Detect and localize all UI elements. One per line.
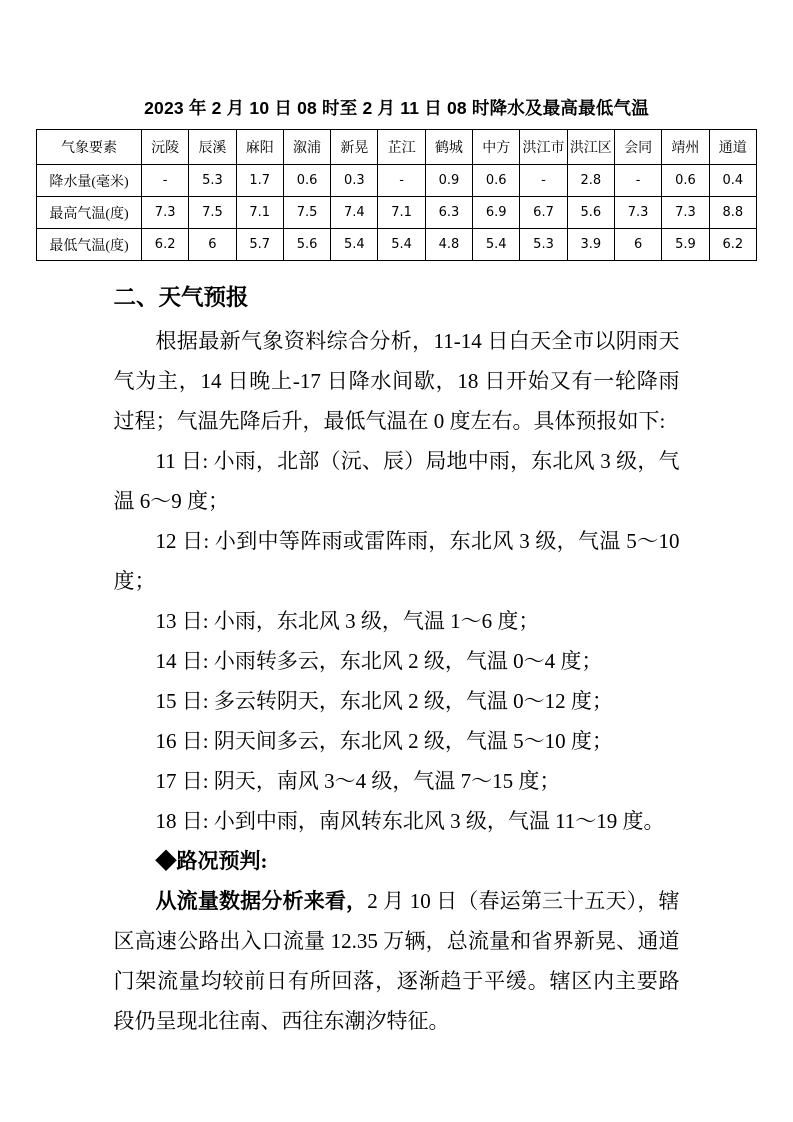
value-cell: 1.7 xyxy=(236,165,283,197)
weather-table-body xyxy=(37,165,757,261)
table-title: 2023 年 2 月 10 日 08 时至 2 月 11 日 08 时降水及最高最低气温 xyxy=(144,98,649,118)
weather-forecast-heading: 二、天气预报 xyxy=(113,285,249,310)
column-header-station: 洪江区 xyxy=(567,130,614,165)
forecast-day-item: 14 日: 小雨转多云，东北风 2 级，气温 0～4 度； xyxy=(155,649,603,673)
column-header-station: 洪江市 xyxy=(520,130,567,165)
forecast-day-item: 18 日: 小到中雨，南风转东北风 3 级，气温 11～19 度。 xyxy=(155,809,665,833)
column-header-element-type: 气象要素 xyxy=(37,130,142,165)
weather-table-row xyxy=(37,229,757,261)
value-cell: 5.7 xyxy=(236,229,283,261)
value-cell: 2.8 xyxy=(567,165,614,197)
value-cell: 6 xyxy=(189,229,236,261)
value-cell: - xyxy=(520,165,567,197)
value-cell: 5.3 xyxy=(520,229,567,261)
forecast-day-list xyxy=(114,441,680,841)
column-header-station: 沅陵 xyxy=(142,130,189,165)
column-header-station: 中方 xyxy=(473,130,520,165)
row-label: 最高气温(度) xyxy=(37,197,142,229)
forecast-day-item: 11 日: 小雨，北部（沅、辰）局地中雨，东北风 3 级，气温 6～9 度； xyxy=(113,449,680,513)
value-cell: 0.9 xyxy=(425,165,472,197)
value-cell: 4.8 xyxy=(425,229,472,261)
value-cell: 6 xyxy=(614,229,661,261)
value-cell: 5.9 xyxy=(662,229,709,261)
road-forecast-body: 2 月 10 日（春运第三十五天），辖区高速公路出入口流量 12.35 万辆，总流量和省界新晃、通道门架流量均较前日有所回落，逐渐趋于平缓。辖区内主要路段仍呈现北往南、西往东潮汐特征。 xyxy=(113,889,680,1033)
forecast-day-item: 15 日: 多云转阴天，东北风 2 级，气温 0～12 度； xyxy=(155,689,613,713)
column-header-station: 鹤城 xyxy=(425,130,472,165)
column-header-station: 芷江 xyxy=(378,130,425,165)
value-cell: 3.9 xyxy=(567,229,614,261)
column-header-station: 麻阳 xyxy=(236,130,283,165)
column-header-station: 溆浦 xyxy=(283,130,330,165)
weather-table xyxy=(36,129,757,261)
weather-table-header-row xyxy=(37,130,757,165)
value-cell: - xyxy=(142,165,189,197)
value-cell: 6.2 xyxy=(142,229,189,261)
column-header-station: 辰溪 xyxy=(189,130,236,165)
value-cell: 7.3 xyxy=(614,197,661,229)
weather-table-row xyxy=(37,165,757,197)
weather-table-row xyxy=(37,197,757,229)
value-cell: 0.3 xyxy=(331,165,378,197)
road-forecast-heading: ◆路况预判: xyxy=(155,849,268,873)
value-cell: 7.4 xyxy=(331,197,378,229)
value-cell: 6.9 xyxy=(473,197,520,229)
row-label: 最低气温(度) xyxy=(37,229,142,261)
value-cell: - xyxy=(378,165,425,197)
value-cell: 7.5 xyxy=(283,197,330,229)
value-cell: 6.7 xyxy=(520,197,567,229)
value-cell: 5.6 xyxy=(567,197,614,229)
value-cell: 6.2 xyxy=(709,229,756,261)
forecast-day-item: 17 日: 阴天，南风 3～4 级，气温 7～15 度； xyxy=(155,769,561,793)
forecast-day-item: 13 日: 小雨，东北风 3 级，气温 1～6 度； xyxy=(155,609,540,633)
value-cell: 6.3 xyxy=(425,197,472,229)
road-forecast-paragraph xyxy=(114,881,680,1041)
forecast-intro-paragraph: 根据最新气象资料综合分析，11-14 日白天全市以阴雨天气为主，14 日晚上-17 日降水间歇，18 日开始又有一轮降雨过程；气温先降后升，最低气温在 0 度左右。具体预报如下: xyxy=(113,329,680,433)
value-cell: 5.4 xyxy=(331,229,378,261)
value-cell: 7.3 xyxy=(142,197,189,229)
column-header-station: 新晃 xyxy=(331,130,378,165)
value-cell: 8.8 xyxy=(709,197,756,229)
row-label: 降水量(毫米) xyxy=(37,165,142,197)
report-body xyxy=(114,275,680,1041)
column-header-station: 通道 xyxy=(709,130,756,165)
value-cell: 5.3 xyxy=(189,165,236,197)
value-cell: 5.6 xyxy=(283,229,330,261)
value-cell: 5.4 xyxy=(378,229,425,261)
column-header-station: 靖州 xyxy=(662,130,709,165)
value-cell: 7.3 xyxy=(662,197,709,229)
value-cell: 0.4 xyxy=(709,165,756,197)
column-header-station: 会同 xyxy=(614,130,661,165)
weather-table-head xyxy=(37,130,757,165)
forecast-day-item: 12 日: 小到中等阵雨或雷阵雨，东北风 3 级，气温 5～10 度； xyxy=(113,529,680,593)
value-cell: 7.5 xyxy=(189,197,236,229)
value-cell: 0.6 xyxy=(473,165,520,197)
value-cell: 0.6 xyxy=(283,165,330,197)
road-forecast-lead: 从流量数据分析来看， xyxy=(155,889,368,913)
value-cell: 7.1 xyxy=(236,197,283,229)
value-cell: 5.4 xyxy=(473,229,520,261)
forecast-day-item: 16 日: 阴天间多云，东北风 2 级，气温 5～10 度； xyxy=(155,729,613,753)
value-cell: 7.1 xyxy=(378,197,425,229)
value-cell: - xyxy=(614,165,661,197)
value-cell: 0.6 xyxy=(662,165,709,197)
